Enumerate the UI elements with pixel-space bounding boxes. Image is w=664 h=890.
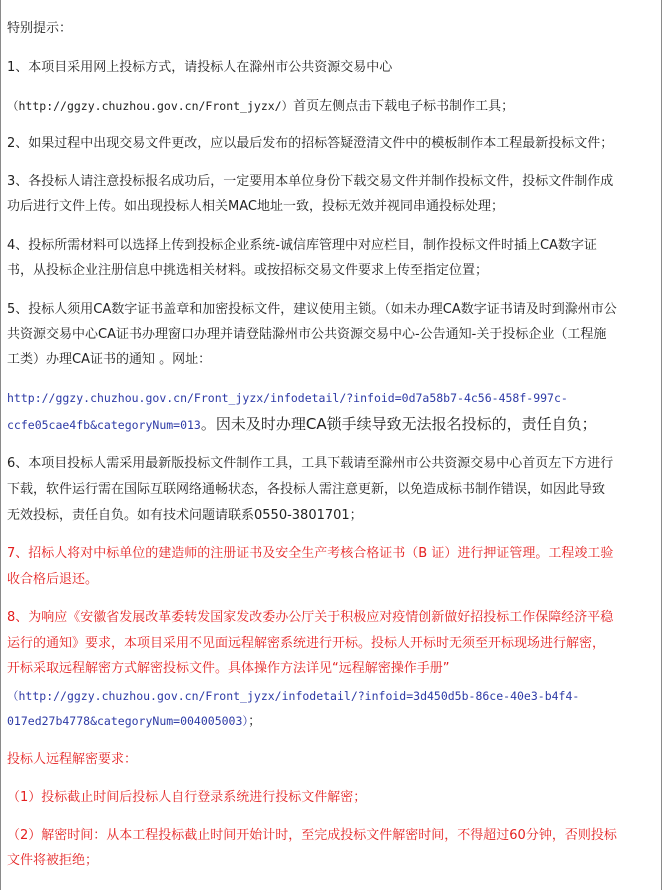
ca-notice-link-line-1 (7, 390, 657, 407)
item-2-line-1: 2、如果过程中出现交易文件更改，应以最后发布的招标答疑澄清文件中的模板制作本工程最新投标文件； (7, 136, 614, 151)
portal-url-text: （http://ggzy.chuzhou.gov.cn/Front_jyzx/） (7, 99, 294, 113)
item-3-line-2: 功后进行文件上传。如出现投标人相关MAC地址一致，投标无效并视同串通投标处理； (7, 199, 504, 214)
manual-link-line-1 (7, 688, 657, 705)
requirement-2-line-2: 文件将被拒绝； (7, 853, 99, 868)
item-1-line-2-text: 首页左侧点击下载电子标书制作工具； (293, 99, 515, 114)
item-6-line-3: 无效投标，责任自负。如有技术问题请联系0550-3801701； (7, 508, 363, 523)
item-5-line-1: 5、投标人须用CA数字证书盖章和加密投标文件，建议使用主锁。（如未办理CA数字证书请及时到滁州市公 (7, 302, 617, 317)
item-8-line-2: 运行的通知》要求，本项目采用不见面远程解密系统进行开标。投标人开标时无须至开标现场进行解密， (7, 636, 606, 651)
requirement-2-line-1: （2）解密时间：从本工程投标截止时间开始计时，至完成投标文件解密时间，不得超过60分钟，否则投标 (7, 828, 617, 843)
ca-notice-link[interactable]: http://ggzy.chuzhou.gov.cn/Front_jyzx/infodetail/?infoid=0d7a58b7-4c56-458f-997c- (7, 391, 568, 405)
item-1-line-1: 1、本项目采用网上投标方式，请投标人在滁州市公共资源交易中心 (7, 60, 393, 75)
remote-decrypt-manual-link-cont[interactable]: 017ed27b4778&categoryNum=004005003） (7, 714, 249, 728)
remote-decrypt-manual-link[interactable]: （http://ggzy.chuzhou.gov.cn/Front_jyzx/infodetail/?infoid=3d450d5b-86ce-40e3-b4f4- (7, 689, 580, 703)
item-7-line-1: 7、招标人将对中标单位的建造师的注册证书及安全生产考核合格证书（B 证）进行押证管理。工程竣工验 (7, 546, 614, 561)
item-4-line-2: 书，从投标企业注册信息中挑选相关材料。或按招标交易文件要求上传至指定位置； (7, 263, 489, 278)
item-6-line-2: 下载，软件运行需在国际互联网络通畅状态，各投标人需注意更新，以免造成标书制作错误，如因此导致 (7, 482, 606, 497)
requirement-1: （1）投标截止时间后投标人自行登录系统进行投标文件解密； (7, 790, 367, 805)
item-3-line-1: 3、各投标人请注意投标报名成功后，一定要用本单位身份下载交易文件并制作投标文件，投标文件制作成 (7, 174, 614, 189)
item-6-line-1: 6、本项目投标人需采用最新版投标文件制作工具，工具下载请至滁州市公共资源交易中心首页左下方进行 (7, 456, 614, 471)
item-5-line-5 (7, 416, 657, 434)
item-7-line-2: 收合格后退还。 (7, 572, 99, 587)
item-1-line-2 (7, 98, 657, 115)
item-5-line-2: 共资源交易中心CA证书办理窗口办理并请登陆滁州市公共资源交易中心-公告通知-关于投标企业（工程施 (7, 327, 607, 342)
manual-link-line-2 (7, 713, 657, 730)
item-4-line-1: 4、投标所需材料可以选择上传到投标企业系统-诚信库管理中对应栏目，制作投标文件时插上CA数字证 (7, 238, 597, 253)
item-8-line-1: 8、为响应《安徽省发展改革委转发国家发改委办公厅关于积极应对疫情创新做好招投标工作保障经济平稳 (7, 610, 614, 625)
manual-link-tail: ； (248, 714, 262, 729)
item-5-line-5-text: 。因未及时办理CA锁手续导致无法报名投标的，责任自负； (200, 415, 597, 433)
ca-notice-link-cont[interactable]: ccfe05cae4fb&categoryNum=013 (7, 418, 201, 432)
item-8-line-3: 开标采取远程解密方式解密投标文件。具体操作方法详见“远程解密操作手册” (7, 661, 450, 676)
item-5-line-3: 工类）办理CA证书的通知 。网址： (7, 352, 212, 367)
remote-decrypt-requirements-title: 投标人远程解密要求： (7, 752, 138, 767)
notice-title: 特别提示： (7, 21, 73, 36)
